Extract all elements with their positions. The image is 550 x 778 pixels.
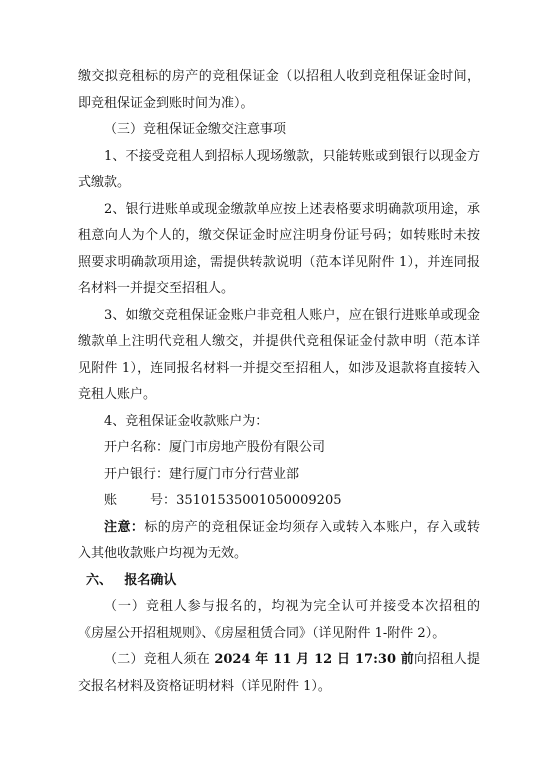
account-bank-row bbox=[78, 462, 480, 489]
note-paragraph bbox=[78, 515, 480, 568]
account-number-label: 账 号： bbox=[104, 493, 177, 508]
account-name-value: 厦门市房地产股份有限公司 bbox=[169, 440, 326, 455]
account-number-row bbox=[78, 488, 480, 515]
section-6-title: 报名确认 bbox=[124, 572, 177, 588]
confirm-item-2-lead: （二）竞租人须在 bbox=[104, 652, 215, 667]
item-1: 1、不接受竞租人到招标人现场缴款，只能转账或到银行以现金方式缴款。 bbox=[78, 148, 480, 190]
account-bank-label: 开户银行： bbox=[104, 466, 170, 482]
account-number-value: 35101535001050009205 bbox=[176, 493, 342, 508]
paragraph-deposit-time: 缴交拟竞租标的房产的竞租保证金（以招租人收到竞租保证金时间，即竞租保证金到账时间为准）。 bbox=[78, 69, 480, 111]
account-bank-value: 建行厦门市分行营业部 bbox=[169, 466, 300, 482]
account-name-label: 开户名称： bbox=[104, 440, 170, 455]
section-6-number: 六、 bbox=[86, 572, 113, 588]
note-text: 标的房产的竞租保证金均须存入或转入本账户，存入或转入其他收款账户均视为无效。 bbox=[78, 519, 480, 561]
confirm-item-2 bbox=[78, 647, 480, 700]
account-name-row bbox=[78, 435, 480, 462]
subsection-3-heading: （三）竞租保证金缴交注意事项 bbox=[104, 122, 287, 137]
item-4: 4、竞租保证金收款账户为： bbox=[104, 413, 269, 429]
document-body bbox=[78, 64, 480, 700]
note-label: 注意： bbox=[104, 519, 145, 535]
confirm-item-2-rest: 向招租人提交报名材料及资格证明材料（详见附件 1）。 bbox=[78, 652, 480, 694]
item-2: 2、银行进账单或现金缴款单应按上述表格要求明确款项用途，承租意向人为个人的，缴交保证金时应注明身份证号码；如转账时未按照要求明确款项用途，需提供转款说明（范本详见附件 1），并连同报名材料一并提交至招租人。 bbox=[78, 201, 480, 296]
confirm-item-1: （一）竞租人参与报名的，均视为完全认可并接受本次招租的《房屋公开招租规则》、《房屋租赁合同》（详见附件 1-附件 2）。 bbox=[78, 599, 480, 641]
item-3: 3、如缴交竞租保证金账户非竞租人账户，应在银行进账单或现金缴款单上注明代竞租人缴交，并提供代竞租保证金付款申明（范本详见附件 1），连同报名材料一并提交至招租人，如涉及退款将直接转入竞租人账户。 bbox=[78, 307, 480, 402]
deadline-date: 2024 年 11 月 12 日 17:30 前 bbox=[214, 652, 415, 667]
section-6-heading bbox=[78, 568, 480, 595]
